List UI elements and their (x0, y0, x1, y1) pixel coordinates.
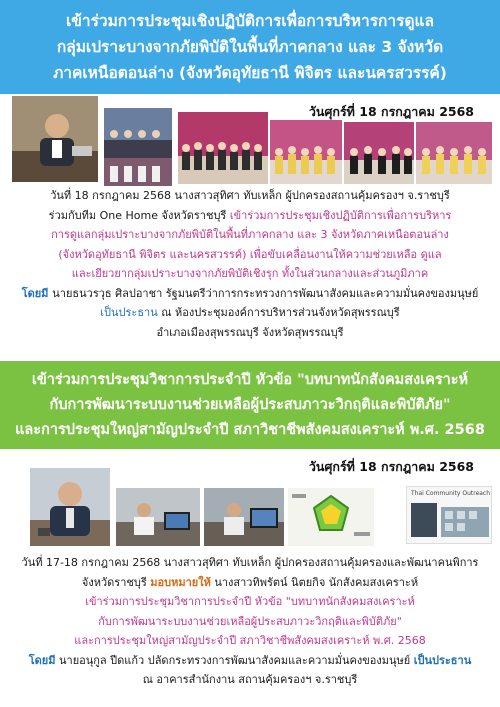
section-banner (0, 361, 500, 449)
desc-label: เป็นประธาน (413, 653, 472, 667)
desc-label: โดยมี (21, 286, 53, 300)
banner-line: กับการพัฒนาระบบงานช่วยเหลือผู้ประสบภาวะวิกฤติและพิบัติภัย" (49, 397, 451, 413)
banner-line: เข้าร่วมการประชุมเชิงปฏิบัติการเพื่อการบริหารการดูแล (65, 12, 435, 30)
event-description-2 (0, 553, 500, 690)
desc-line: เข้าร่วมการประชุมวิชาการประจำปี หัวข้อ "บทบาทนักสังคมสงเคราะห์ (85, 595, 415, 608)
header-banner (0, 0, 500, 94)
event-date: วันศุกร์ที่ 18 กรกฎาคม 2568 (308, 104, 474, 119)
meeting-photo (204, 488, 284, 546)
meeting-photo (104, 108, 172, 158)
presentation-slide-photo (288, 488, 374, 546)
desc-text: นางสาวทิพรัตน์ นิตยกิจ นักสังคมสงเคราะห์ (210, 575, 419, 589)
desc-line (0, 651, 500, 671)
desc-line: และเยียวยากลุ่มเปราะบางจากภัยพิบัติเชิงรุก ทั้งในส่วนกลางและส่วนภูมิภาค (71, 267, 429, 280)
group-photo (344, 122, 414, 184)
desc-line: วันที่ 17-18 กรกฎาคม 2568 นางสาวสุทิศา ทับเหล็ก ผู้ปกครองสถานคุ้มครองและพัฒนาคนพิการ (21, 556, 479, 569)
desc-label: เป็นประธาน (100, 306, 158, 319)
desc-line: กับการพัฒนาระบบงานช่วยเหลือผู้ประสบภาวะวิกฤติและพิบัติภัย" (98, 614, 402, 628)
banner-line: ภาคเหนือตอนล่าง (จังหวัดอุทัยธานี พิจิตร และนครสวรรค์) (53, 64, 447, 82)
desc-line: และการประชุมใหญ่สามัญประจำปี สภาวิชาชีพสังคมสงเคราะห์ พ.ศ. 2568 (74, 634, 426, 647)
desc-text: ณ ห้องประชุมองค์การบริหารส่วนจังหวัดสุพรรณบุรี (157, 306, 400, 319)
desc-line (0, 245, 500, 265)
slide-title: Thai Community Outreach (411, 490, 491, 497)
desc-line: การดูแลกลุ่มเปราะบางจากภัยพิบัติในพื้นที่ภาคกลาง และ 3 จังหวัดภาคเหนือตอนล่าง (51, 228, 449, 241)
desc-highlight: เพื่อขับเคลื่อนงานให้ความช่วยเหลือ ดูแล (249, 247, 442, 261)
desc-label: มอบหมายให้ (150, 575, 211, 589)
meeting-photo (116, 488, 200, 546)
banner-line: และการประชุมใหญ่สามัญประจำปี สภาวิชาชีพสังคมสงเคราะห์ พ.ศ. 2568 (15, 422, 485, 438)
event-date: วันศุกร์ที่ 18 กรกฎาคม 2568 (308, 459, 474, 474)
group-photo (416, 122, 492, 184)
desc-line: อำเภอเมืองสุพรรณบุรี จังหวัดสุพรรณบุรี (156, 325, 344, 339)
desc-line (0, 303, 500, 323)
event-description-1 (0, 186, 500, 342)
meeting-photo-main (12, 96, 98, 182)
meeting-photo (104, 158, 172, 186)
desc-highlight: (จังหวัดอุทัยธานี พิจิตร และนครสวรรค์) (58, 247, 250, 261)
desc-line: ณ อาคารสำนักงาน สถานคุ้มครองฯ จ.ราชบุรี (142, 673, 358, 686)
official-photo (30, 468, 110, 546)
group-photo (178, 112, 268, 184)
presentation-slide-photo (406, 486, 492, 544)
desc-line (0, 206, 500, 226)
desc-highlight: เข้าร่วมการประชุมเชิงปฏิบัติการเพื่อการบริหาร (229, 208, 452, 222)
desc-line (0, 573, 500, 593)
banner-line: เข้าร่วมการประชุมวิชาการประจำปี หัวข้อ "บทบาทนักสังคมสงเคราะห์ (31, 372, 469, 388)
desc-text: นายอนุกูล ปีดแก้ว ปลัดกระทรวงการพัฒนาสังคมและความมั่นคงของมนุษย์ (55, 653, 414, 667)
desc-text: ร่วมกับทีม One Home จังหวัดราชบุรี (48, 208, 230, 222)
desc-text: จังหวัดราชบุรี (81, 575, 151, 589)
desc-label: โดยมี (28, 653, 56, 667)
banner-line: กลุ่มเปราะบางจากภัยพิบัติในพื้นที่ภาคกลาง และ 3 จังหวัด (56, 38, 444, 56)
desc-line: วันที่ 18 กรกฎาคม 2568 นางสาวสุทิศา ทับเหล็ก ผู้ปกครองสถานคุ้มครองฯ จ.ราชบุรี (50, 189, 450, 202)
desc-line (0, 284, 500, 304)
desc-text: นายธนวรวุธ ศิลปอาชา รัฐมนตรีว่าการกระทรวงการพัฒนาสังคมและความมั่นคงของมนุษย์ (52, 286, 479, 300)
group-photo (270, 120, 342, 184)
